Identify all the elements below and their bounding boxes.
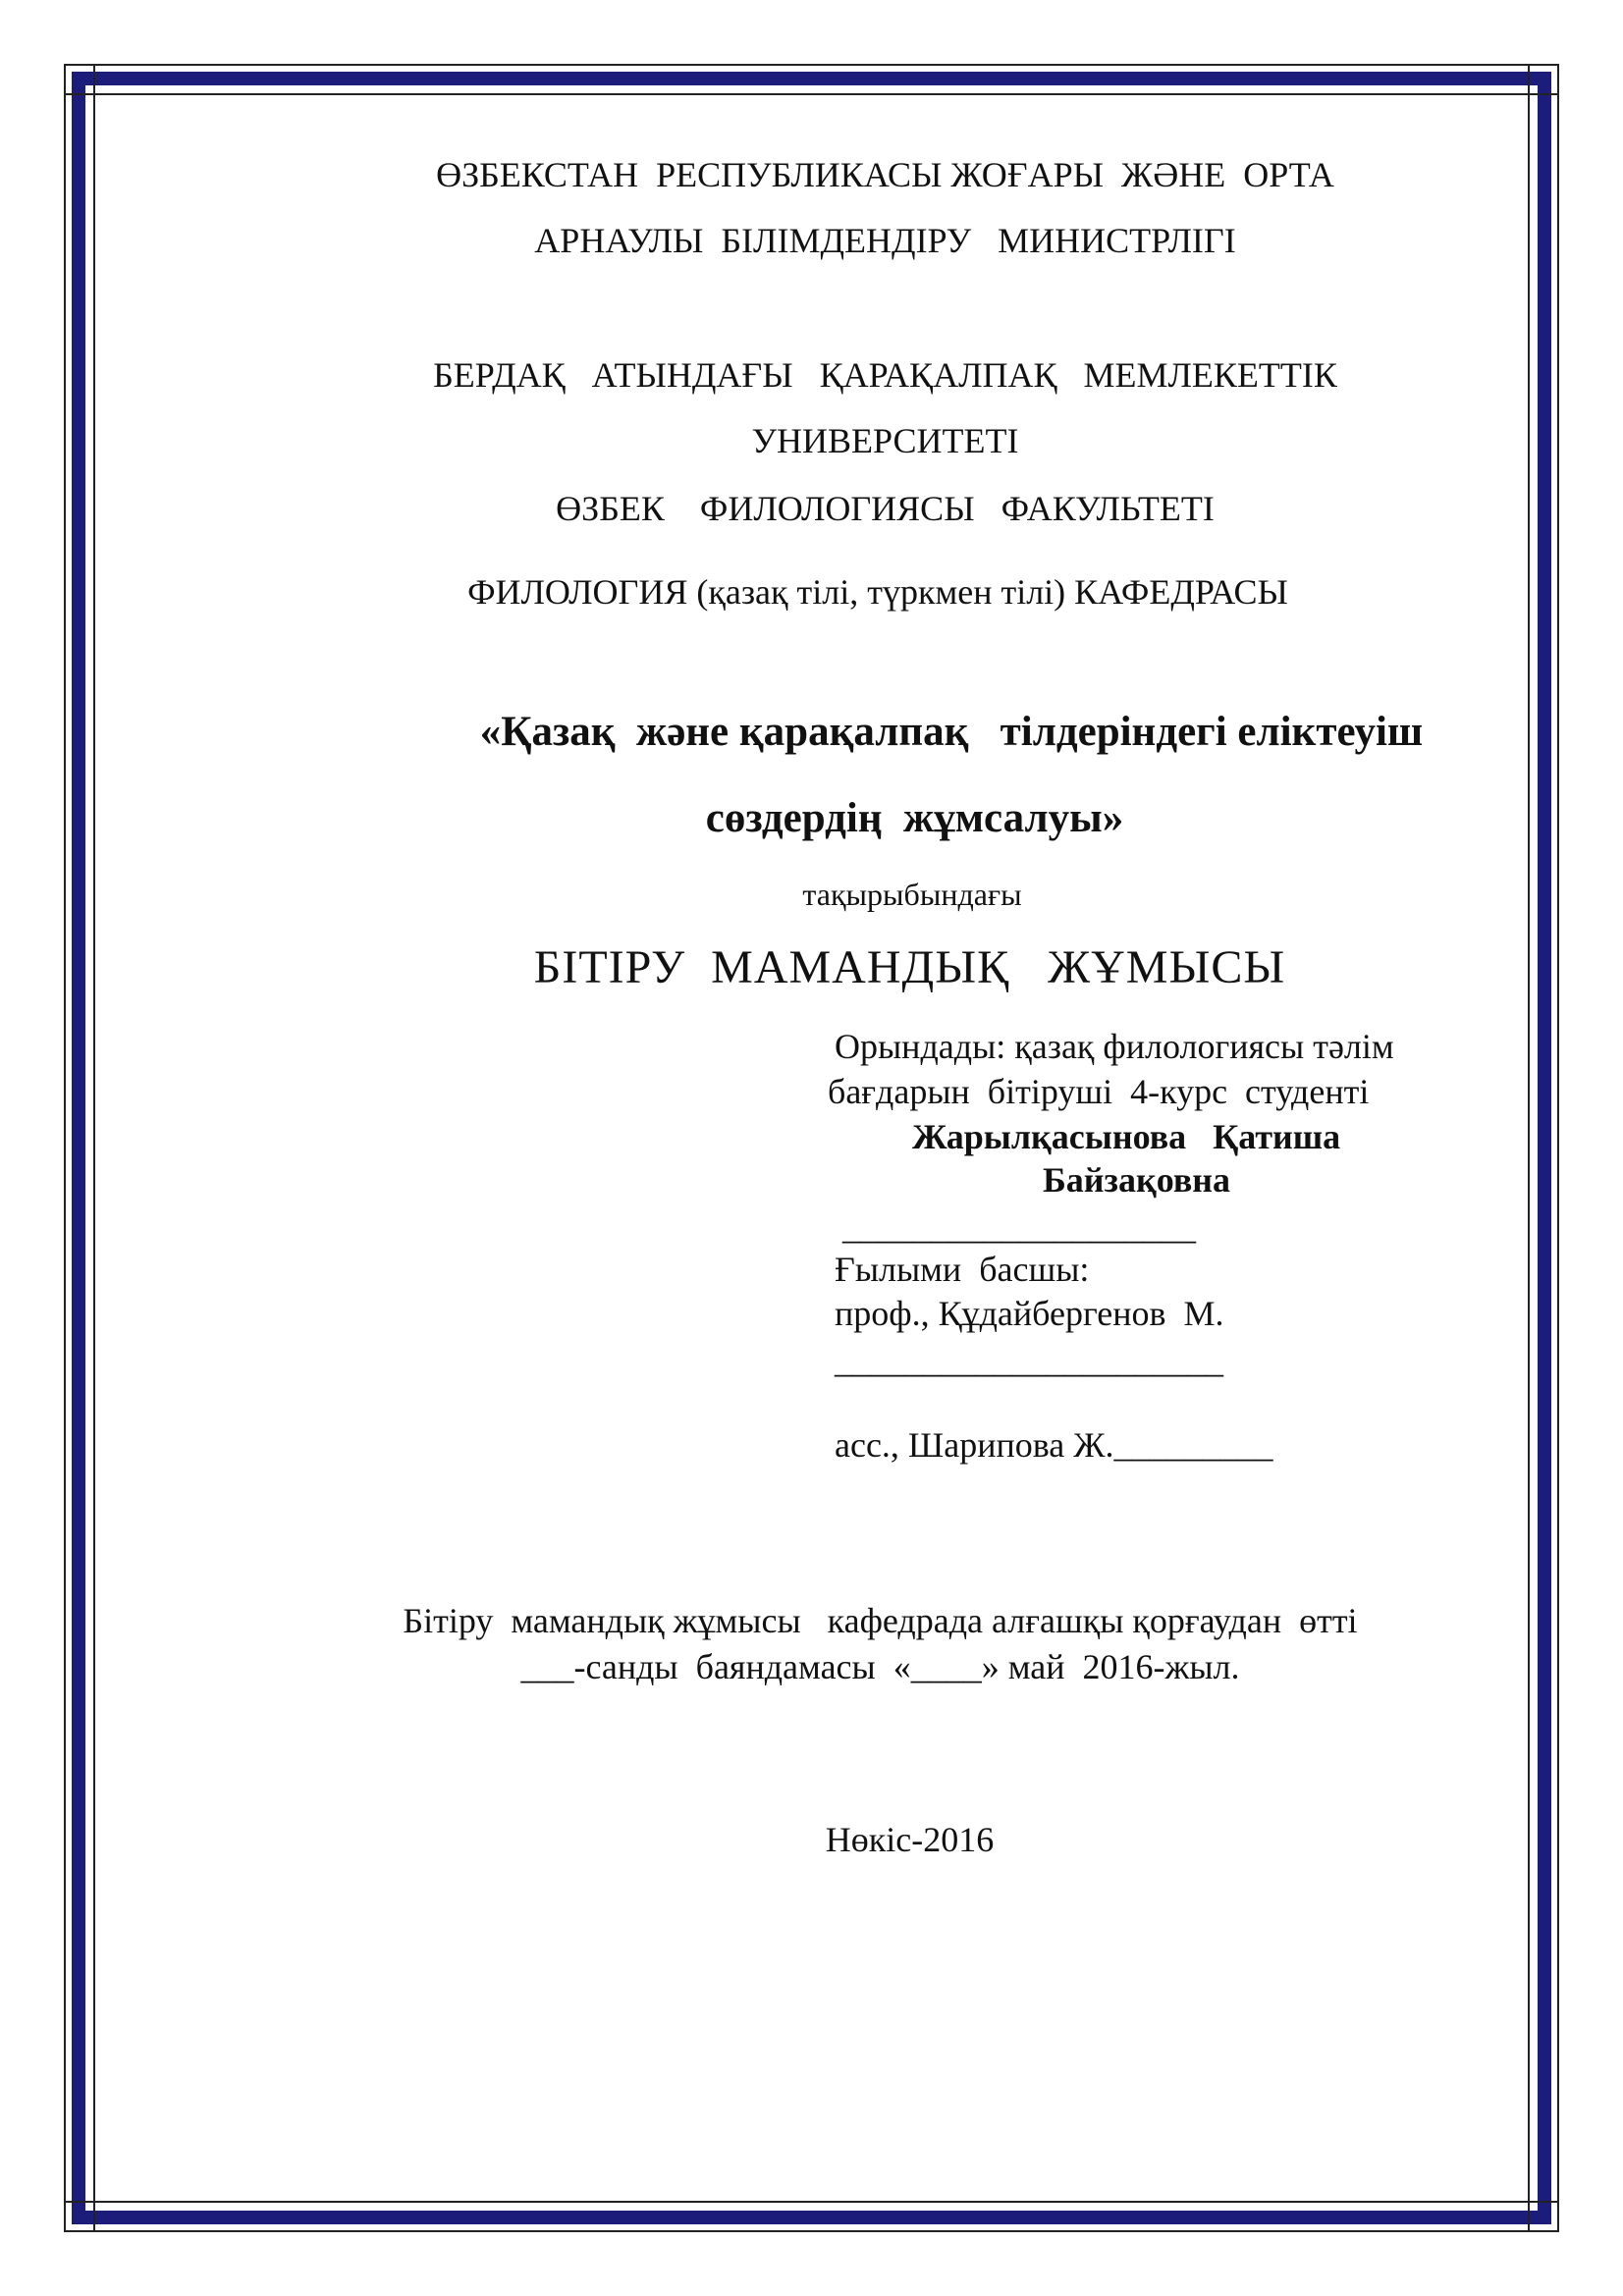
defense-line-2: ___-санды баяндамасы «____» май 2016-жыл.: [520, 1647, 1240, 1686]
assistant-name: асс., Шарипова Ж._________: [835, 1425, 1273, 1465]
topic-line-1: «Қазақ және қарақалпақ тілдеріндегі еліктеуіш: [479, 709, 1424, 755]
department: ФИЛОЛОГИЯ (қазақ тілі, түркмен тілі) КАФЕДРАСЫ: [467, 572, 1288, 612]
author-name-1: Жарылқасынова Қатиша: [912, 1117, 1341, 1156]
faculty: ӨЗБЕК ФИЛОЛОГИЯСЫ ФАКУЛЬТЕТІ: [556, 489, 1215, 528]
topic-subtitle: тақырыбындағы: [802, 877, 1022, 912]
author-signature-line: ____________________: [842, 1207, 1196, 1247]
defense-line-1: Бітіру мамандық жұмысы кафедрада алғашқы қорғаудан өтті: [403, 1601, 1358, 1640]
author-line-1: Орындады: қазақ филологиясы тәлім: [835, 1027, 1394, 1066]
ministry-line-2: АРНАУЛЫ БІЛІМДЕНДІРУ МИНИСТРЛІГІ: [534, 221, 1236, 260]
author-line-2: бағдарын бітіруші 4-курс студенті: [828, 1072, 1370, 1111]
ministry-line-1: ӨЗБЕКСТАН РЕСПУБЛИКАСЫ ЖОҒАРЫ ЖӘНЕ ОРТА: [436, 155, 1334, 194]
university-line-1: БЕРДАҚ АТЫНДАҒЫ ҚАРАҚАЛПАҚ МЕМЛЕКЕТТІК: [433, 355, 1337, 395]
place-year: Нөкіс-2016: [825, 1820, 995, 1859]
university-line-2: УНИВЕРСИТЕТІ: [751, 421, 1019, 460]
supervisor-name: проф., Құдайбергенов М.: [835, 1294, 1224, 1333]
supervisor-label: Ғылыми басшы:: [835, 1250, 1090, 1289]
supervisor-signature-line: ______________________: [835, 1341, 1223, 1380]
work-title: БІТІРУ МАМАНДЫҚ ЖҰМЫСЫ: [533, 941, 1286, 993]
topic-line-2: сөздердің жұмсалуы»: [705, 795, 1124, 841]
author-name-2: Байзақовна: [1043, 1160, 1231, 1200]
